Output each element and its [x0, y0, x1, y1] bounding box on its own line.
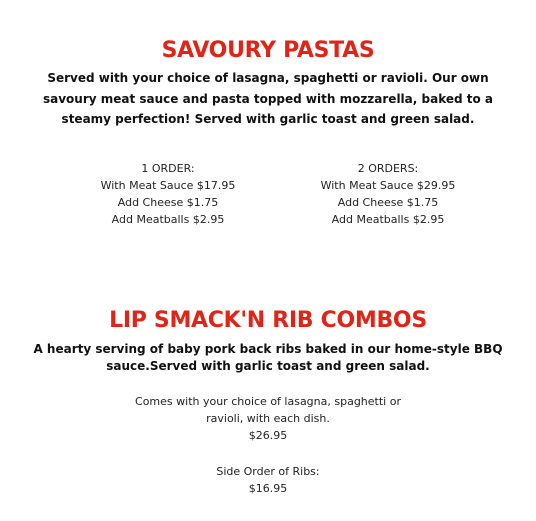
pastas-description-line: steamy perfection! Served with garlic toast and green salad.	[61, 112, 475, 126]
pastas-section	[0, 38, 536, 64]
ribs-description-line: A hearty serving of baby pork back ribs baked in our home-style BBQ	[33, 342, 503, 356]
pastas-description-line: savoury meat sauce and pasta topped with mozzarella, baked to a	[42, 91, 494, 106]
one-order-meat-sauce: With Meat Sauce $17.95	[100, 179, 236, 192]
pastas-description	[0, 68, 536, 130]
side-order-label: Side Order of Ribs:	[216, 465, 320, 478]
two-orders-column	[288, 160, 488, 228]
one-order-cheese: Add Cheese $1.75	[117, 196, 219, 209]
one-order-meatballs: Add Meatballs $2.95	[111, 213, 225, 226]
one-order-column	[68, 160, 268, 228]
pastas-title: SAVOURY PASTAS	[161, 38, 375, 63]
ribs-title: LIP SMACK'N RIB COMBOS	[109, 308, 427, 333]
two-orders-cheese: Add Cheese $1.75	[337, 196, 439, 209]
two-orders-meatballs: Add Meatballs $2.95	[331, 213, 445, 226]
ribs-section	[0, 308, 536, 334]
two-orders-meat-sauce: With Meat Sauce $29.95	[320, 179, 456, 192]
combo-price: $26.95	[248, 429, 288, 442]
combo-line: ravioli, with each dish.	[206, 412, 330, 425]
one-order-label: 1 ORDER:	[141, 162, 195, 175]
two-orders-label: 2 ORDERS:	[357, 162, 419, 175]
ribs-combo-info	[0, 393, 536, 444]
ribs-side-order	[0, 463, 536, 497]
combo-line: Comes with your choice of lasagna, spaghetti or	[135, 395, 401, 408]
side-order-price: $16.95	[248, 482, 288, 495]
ribs-description	[0, 341, 536, 375]
pastas-description-line: Served with your choice of lasagna, spaghetti or ravioli. Our own	[47, 71, 489, 85]
ribs-description-line: sauce.Served with garlic toast and green salad.	[106, 359, 430, 373]
